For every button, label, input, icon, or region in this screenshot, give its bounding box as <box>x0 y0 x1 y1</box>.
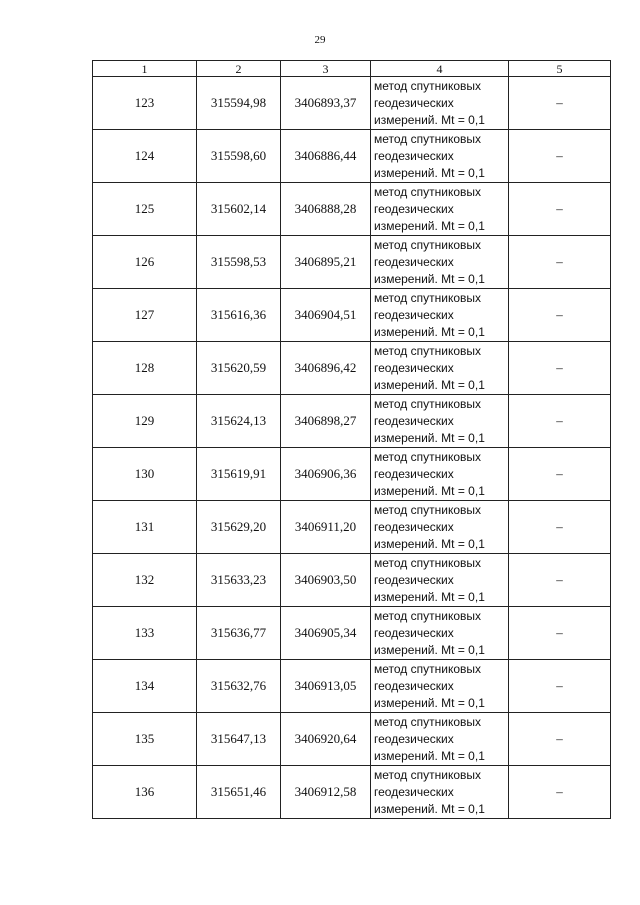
method-cell <box>371 183 509 236</box>
method-line: метод спутниковых <box>374 184 482 199</box>
table-body <box>93 77 611 819</box>
method-cell <box>371 607 509 660</box>
y-coordinate-cell: 3406888,28 <box>281 183 371 236</box>
method-line: геодезических <box>374 731 454 746</box>
y-coordinate-cell: 3406895,21 <box>281 236 371 289</box>
y-coordinate-cell: 3406904,51 <box>281 289 371 342</box>
point-number-cell: 128 <box>93 342 197 395</box>
column-header-5: 5 <box>509 61 611 77</box>
method-line: метод спутниковых <box>374 131 482 146</box>
method-line: геодезических <box>374 784 454 799</box>
method-line: измерений. Mt = 0,1 <box>374 801 485 816</box>
method-line: геодезических <box>374 95 454 110</box>
method-line: метод спутниковых <box>374 714 482 729</box>
x-coordinate-cell: 315602,14 <box>197 183 281 236</box>
x-coordinate-cell: 315632,76 <box>197 660 281 713</box>
note-cell: – <box>509 77 611 130</box>
method-line: измерений. Mt = 0,1 <box>374 748 485 763</box>
column-header-4: 4 <box>371 61 509 77</box>
point-number-cell: 133 <box>93 607 197 660</box>
method-line: геодезических <box>374 201 454 216</box>
note-cell: – <box>509 395 611 448</box>
x-coordinate-cell: 315624,13 <box>197 395 281 448</box>
table-row <box>93 713 611 766</box>
y-coordinate-cell: 3406886,44 <box>281 130 371 183</box>
method-line: измерений. Mt = 0,1 <box>374 271 485 286</box>
x-coordinate-cell: 315619,91 <box>197 448 281 501</box>
point-number-cell: 135 <box>93 713 197 766</box>
note-cell: – <box>509 554 611 607</box>
y-coordinate-cell: 3406903,50 <box>281 554 371 607</box>
method-cell <box>371 289 509 342</box>
y-coordinate-cell: 3406912,58 <box>281 766 371 819</box>
method-line: геодезических <box>374 519 454 534</box>
method-line: геодезических <box>374 678 454 693</box>
method-line: измерений. Mt = 0,1 <box>374 324 485 339</box>
y-coordinate-cell: 3406898,27 <box>281 395 371 448</box>
column-header-3: 3 <box>281 61 371 77</box>
method-line: измерений. Mt = 0,1 <box>374 112 485 127</box>
method-cell <box>371 501 509 554</box>
x-coordinate-cell: 315633,23 <box>197 554 281 607</box>
y-coordinate-cell: 3406913,05 <box>281 660 371 713</box>
method-cell <box>371 713 509 766</box>
point-number-cell: 132 <box>93 554 197 607</box>
x-coordinate-cell: 315616,36 <box>197 289 281 342</box>
point-number-cell: 130 <box>93 448 197 501</box>
point-number-cell: 134 <box>93 660 197 713</box>
x-coordinate-cell: 315629,20 <box>197 501 281 554</box>
point-number-cell: 125 <box>93 183 197 236</box>
note-cell: – <box>509 607 611 660</box>
point-number-cell: 136 <box>93 766 197 819</box>
method-line: метод спутниковых <box>374 290 482 305</box>
method-line: геодезических <box>374 413 454 428</box>
method-cell <box>371 448 509 501</box>
method-cell <box>371 766 509 819</box>
note-cell: – <box>509 713 611 766</box>
table-header-row <box>93 61 611 77</box>
note-cell: – <box>509 448 611 501</box>
table-row <box>93 607 611 660</box>
table-row <box>93 766 611 819</box>
y-coordinate-cell: 3406920,64 <box>281 713 371 766</box>
table-row <box>93 183 611 236</box>
x-coordinate-cell: 315598,60 <box>197 130 281 183</box>
method-line: метод спутниковых <box>374 237 482 252</box>
table-row <box>93 660 611 713</box>
method-cell <box>371 77 509 130</box>
y-coordinate-cell: 3406896,42 <box>281 342 371 395</box>
table-row <box>93 448 611 501</box>
method-line: измерений. Mt = 0,1 <box>374 430 485 445</box>
method-line: метод спутниковых <box>374 343 482 358</box>
method-line: измерений. Mt = 0,1 <box>374 483 485 498</box>
note-cell: – <box>509 130 611 183</box>
method-line: измерений. Mt = 0,1 <box>374 642 485 657</box>
point-number-cell: 123 <box>93 77 197 130</box>
method-line: метод спутниковых <box>374 608 482 623</box>
column-header-1: 1 <box>93 61 197 77</box>
note-cell: – <box>509 183 611 236</box>
method-line: геодезических <box>374 572 454 587</box>
note-cell: – <box>509 236 611 289</box>
y-coordinate-cell: 3406905,34 <box>281 607 371 660</box>
table-row <box>93 77 611 130</box>
point-number-cell: 126 <box>93 236 197 289</box>
method-line: геодезических <box>374 466 454 481</box>
method-line: измерений. Mt = 0,1 <box>374 218 485 233</box>
x-coordinate-cell: 315647,13 <box>197 713 281 766</box>
note-cell: – <box>509 342 611 395</box>
y-coordinate-cell: 3406911,20 <box>281 501 371 554</box>
table-row <box>93 501 611 554</box>
method-cell <box>371 236 509 289</box>
x-coordinate-cell: 315651,46 <box>197 766 281 819</box>
table-row <box>93 554 611 607</box>
method-line: геодезических <box>374 148 454 163</box>
note-cell: – <box>509 660 611 713</box>
method-cell <box>371 554 509 607</box>
method-line: измерений. Mt = 0,1 <box>374 695 485 710</box>
method-line: метод спутниковых <box>374 555 482 570</box>
method-line: метод спутниковых <box>374 449 482 464</box>
method-cell <box>371 395 509 448</box>
note-cell: – <box>509 289 611 342</box>
table-row <box>93 342 611 395</box>
table-row <box>93 289 611 342</box>
method-line: метод спутниковых <box>374 502 482 517</box>
x-coordinate-cell: 315598,53 <box>197 236 281 289</box>
method-line: геодезических <box>374 360 454 375</box>
method-cell <box>371 342 509 395</box>
method-line: измерений. Mt = 0,1 <box>374 377 485 392</box>
x-coordinate-cell: 315594,98 <box>197 77 281 130</box>
method-cell <box>371 130 509 183</box>
method-line: измерений. Mt = 0,1 <box>374 589 485 604</box>
method-line: метод спутниковых <box>374 661 482 676</box>
method-line: геодезических <box>374 307 454 322</box>
y-coordinate-cell: 3406906,36 <box>281 448 371 501</box>
table-row <box>93 395 611 448</box>
column-header-2: 2 <box>197 61 281 77</box>
method-line: метод спутниковых <box>374 78 482 93</box>
note-cell: – <box>509 766 611 819</box>
method-line: метод спутниковых <box>374 396 482 411</box>
point-number-cell: 129 <box>93 395 197 448</box>
point-number-cell: 131 <box>93 501 197 554</box>
x-coordinate-cell: 315636,77 <box>197 607 281 660</box>
method-cell <box>371 660 509 713</box>
y-coordinate-cell: 3406893,37 <box>281 77 371 130</box>
point-number-cell: 127 <box>93 289 197 342</box>
page-number: 29 <box>314 34 326 46</box>
method-line: геодезических <box>374 625 454 640</box>
table-row <box>93 236 611 289</box>
method-line: измерений. Mt = 0,1 <box>374 536 485 551</box>
method-line: измерений. Mt = 0,1 <box>374 165 485 180</box>
method-line: метод спутниковых <box>374 767 482 782</box>
note-cell: – <box>509 501 611 554</box>
point-number-cell: 124 <box>93 130 197 183</box>
coordinates-table <box>92 60 611 819</box>
method-line: геодезических <box>374 254 454 269</box>
table-row <box>93 130 611 183</box>
x-coordinate-cell: 315620,59 <box>197 342 281 395</box>
